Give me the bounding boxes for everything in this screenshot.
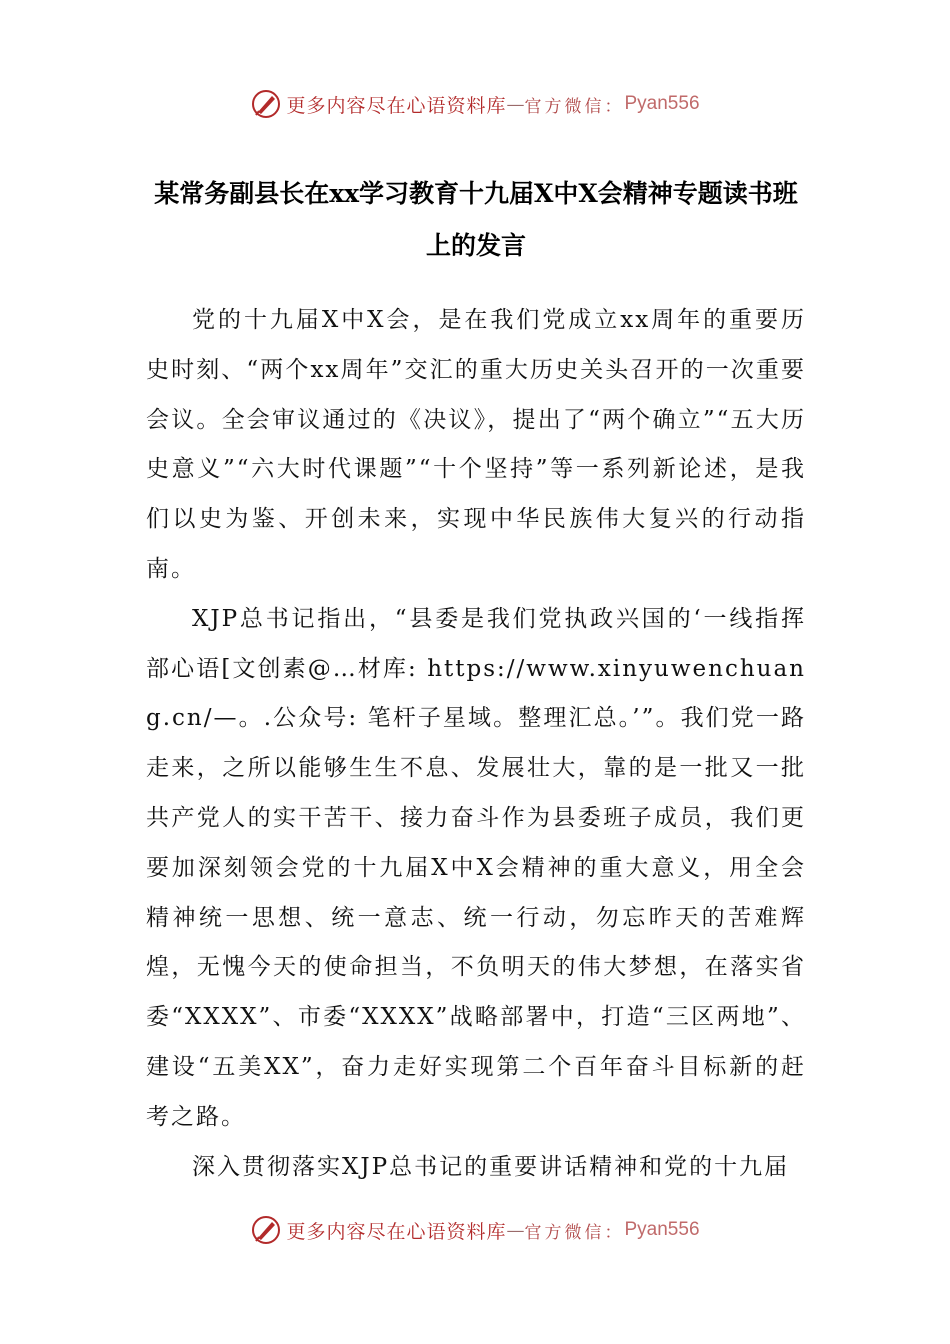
watermark-site-text: 更多内容尽在心语资料库 <box>286 1220 507 1243</box>
watermark-separator: — <box>506 93 525 115</box>
watermark-wechat-id: Pyan556 <box>624 93 700 114</box>
watermark-site-text: 更多内容尽在心语资料库 <box>286 94 507 117</box>
quill-pen-logo-icon <box>250 88 282 120</box>
watermark-official-label: 官方微信： <box>524 1222 625 1243</box>
watermark-separator: — <box>506 1219 525 1241</box>
watermark-banner-top <box>0 82 950 126</box>
document-title: 某常务副县长在xx学习教育十九届X中X会精神专题读书班上的发言 <box>154 179 798 260</box>
body-paragraph: 党的十九届X中X会，是在我们党成立xx周年的重要历史时刻、“两个xx周年”交汇的重大历史关头召开的一次重要会议。全会审议通过的《决议》，提出了“两个确立”“五大历史意义”“六大时代课题”“十个坚持”等一系列新论述，是我们以史为鉴、开创未来，实现中华民族伟大复兴的行动指南。 <box>146 307 806 582</box>
watermark-wechat-id: Pyan556 <box>624 1219 700 1240</box>
body-paragraph: XJP总书记指出，“县委是我们党执政兴国的‘一线指挥部心语[文创素@…材库: https://www.xinyuwenchuang.cn/—。.公众号: 笔杆子星域。整理汇总。’”。我们党一路走来，之所以能够生生不息、发展壮大，靠的是一批又一批共产党人的实干苦干、接力奋斗作为县委班子成员，我们更要加深刻领会党的十九届X中X会精神的重大意义，用全会精神统一思想、统一意志、统一行动，勿忘昨天的苦难辉煌，无愧今天的使命担当，不负明天的伟大梦想，在落实省委“XXXX”、市委“XXXX”战略部署中，打造“三区两地”、建设“五美XX”，奋力走好实现第二个百年奋斗目标新的赶考之路。 <box>146 605 806 1130</box>
document-body <box>146 296 806 1192</box>
quill-pen-logo-icon <box>250 1214 282 1246</box>
body-paragraph: 深入贯彻落实XJP总书记的重要讲话精神和党的十九届 <box>192 1153 790 1180</box>
watermark-banner-bottom <box>0 1208 950 1252</box>
watermark-official-label: 官方微信： <box>524 96 625 117</box>
